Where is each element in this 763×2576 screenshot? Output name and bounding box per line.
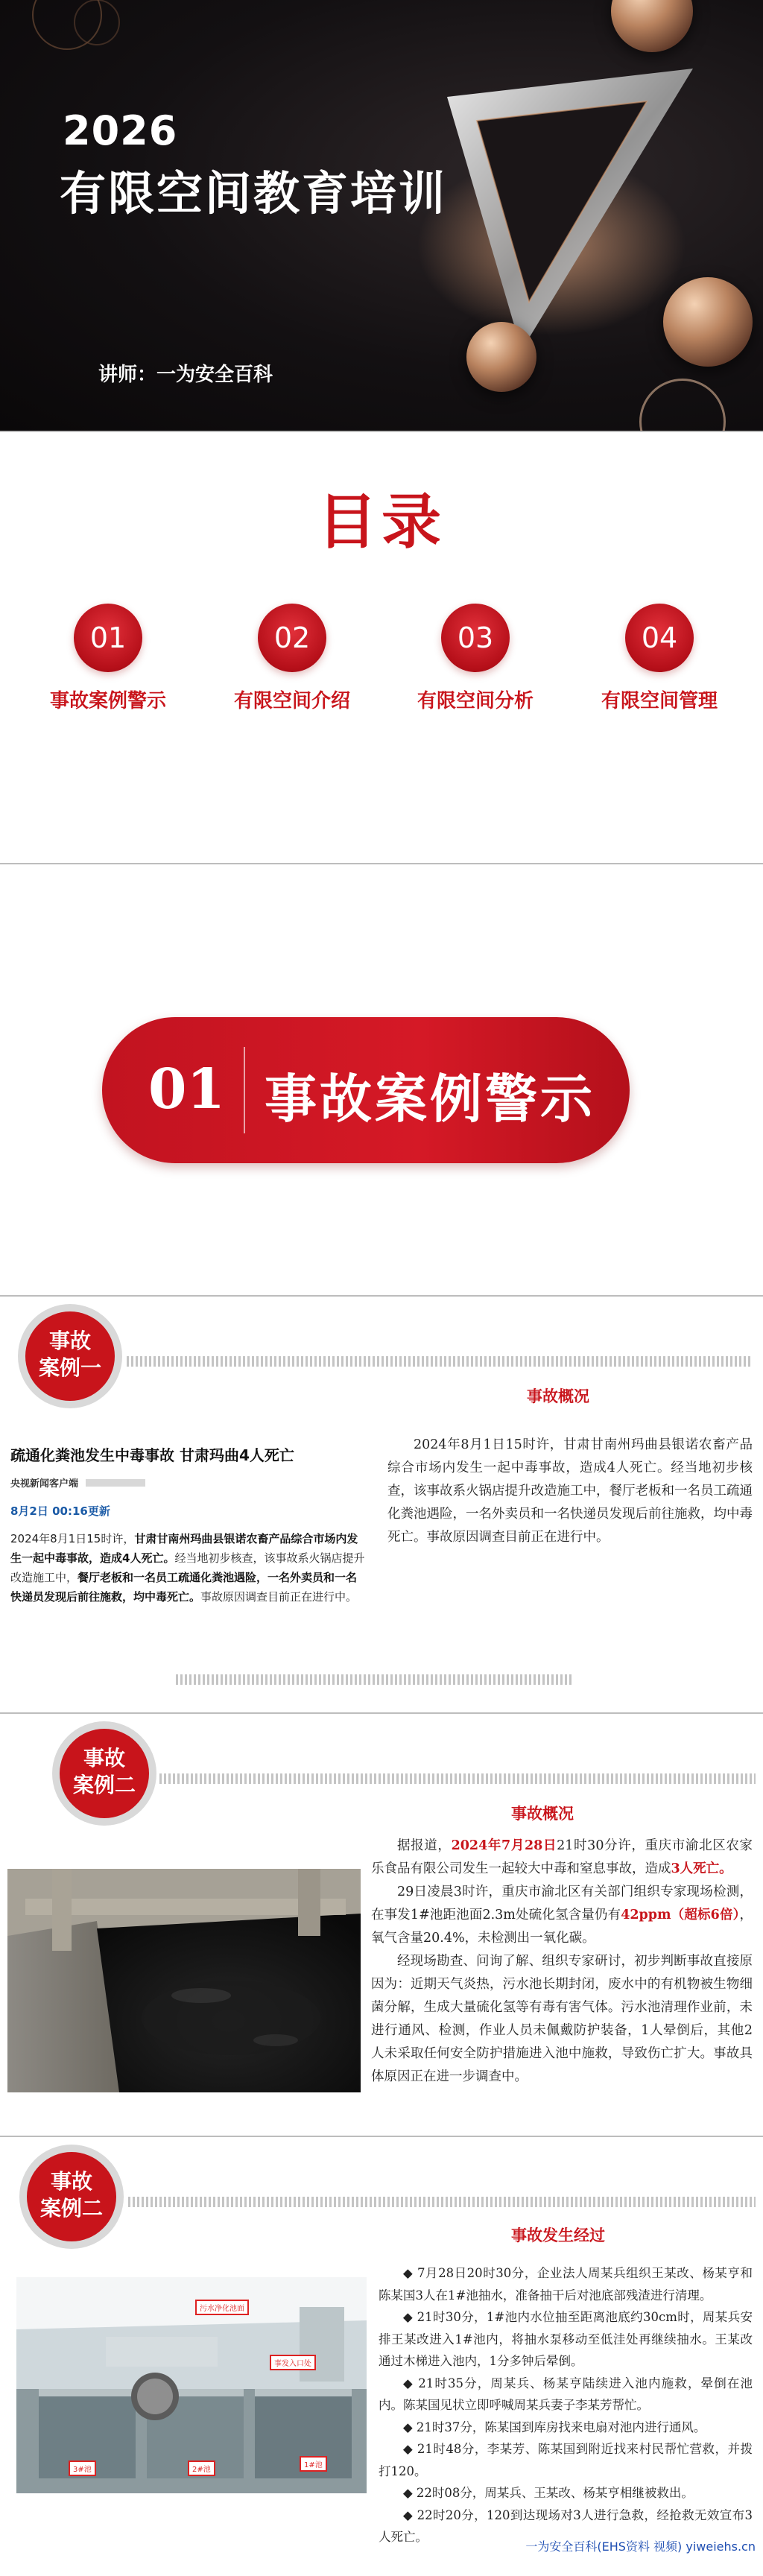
news-body-3: 经当地初步核查，该事故系火锅店提升改造施工中， <box>10 1551 365 1584</box>
event-3: ◆ 21时35分，周某兵、杨某亨陆续进入池内施救，晕倒在池内。陈某国见状立即呼喊周某兵妻子李某芳帮忙。 <box>379 2376 753 2412</box>
case1-slide <box>0 1297 763 1714</box>
case-heading: 事故发生经过 <box>511 2227 605 2244</box>
case-badge <box>18 1304 122 1408</box>
label-pool-surface: 污水净化池面 <box>195 2300 249 2315</box>
event-4: ◆ 21时37分，陈某国到库房找来电扇对池内进行通风。 <box>403 2420 706 2434</box>
toc-item-2[interactable] <box>210 604 374 713</box>
site-photo <box>16 2277 367 2493</box>
case-badge-bottom: 案例二 <box>39 2196 103 2221</box>
case-badge-bottom: 案例一 <box>38 1355 101 1380</box>
section-banner <box>102 1017 630 1163</box>
case-badge-inner <box>27 2152 116 2241</box>
case-badge-top: 事故 <box>50 2169 92 2194</box>
case-badge <box>52 1721 156 1826</box>
section-title: 事故案例警示 <box>265 1069 595 1130</box>
case2-p1-b: 21时30分许，重庆市渝北区农家乐食品有限公司发生一起较大中毒和窒息事故，造成 <box>371 1838 753 1876</box>
hatch-divider <box>159 1773 756 1784</box>
toc-number-3: 03 <box>441 604 510 672</box>
contents-slide <box>0 432 763 864</box>
news-body-5: 事故原因调查目前正在进行中。 <box>200 1590 358 1604</box>
section-slide <box>0 864 763 1297</box>
news-body-2: 甘肃甘南州玛曲县银诺农畜产品综合市场内发生一起中毒事故，造成4人死亡。 <box>10 1532 358 1565</box>
toc-label-4: 有限空间管理 <box>601 690 718 712</box>
case2-p2-a: 29日凌晨3时许，重庆市渝北区有关部门组织专家现场检测，在事发1#池距池面2.3m处硫化氢含量仍有 <box>371 1884 753 1922</box>
toc-number-1: 01 <box>74 604 142 672</box>
bronze-sphere-right <box>663 277 753 367</box>
case-heading: 事故概况 <box>527 1387 589 1405</box>
news-meta <box>10 1475 365 1490</box>
hatch-divider-bottom <box>176 1674 572 1685</box>
case-badge-top: 事故 <box>48 1329 91 1353</box>
case2-paragraph-1 <box>371 1835 753 1881</box>
news-body-4: 餐厅老板和一名员工疏通化粪池遇险，一名外卖员和一名快递员发现后前往施救，均中毒死亡。 <box>10 1571 358 1604</box>
case-badge-inner <box>60 1729 149 1818</box>
case3-slide <box>0 2137 763 2562</box>
hatch-divider <box>128 2197 756 2207</box>
case-badge-bottom: 案例二 <box>72 1773 136 1797</box>
news-source: 央视新闻客户端 <box>10 1478 79 1490</box>
cover-lecturer: 讲师：一为安全百科 <box>98 364 273 386</box>
toc-label-3: 有限空间分析 <box>417 690 534 712</box>
sewage-pool-photo <box>7 1869 361 2092</box>
event-2: ◆ 21时30分，1#池内水位抽至距离池底约30cm时，周某兵安排王某改进入1#池内，将抽水泵移动至低洼处再继续抽水。王某改通过木梯进入池内，1分多钟后晕倒。 <box>379 2310 753 2368</box>
footer-credit[interactable]: 一为安全百科(EHS资料 视频) yiweiehs.cn <box>525 2539 756 2554</box>
case-badge-top: 事故 <box>83 1746 125 1770</box>
contents-title: 目录 <box>317 487 446 557</box>
toc-item-4[interactable] <box>577 604 741 713</box>
case2-text <box>371 1835 753 2089</box>
case-heading: 事故概况 <box>511 1805 574 1823</box>
toc-item-1[interactable] <box>26 604 190 713</box>
news-screenshot <box>6 1434 370 1655</box>
case3-events <box>379 2262 753 2548</box>
case2-date: 2024年7月28日 <box>451 1838 557 1853</box>
bronze-sphere-bottom <box>466 322 536 392</box>
label-pool-2: 2#池 <box>188 2461 215 2476</box>
news-title: 疏通化粪池发生中毒事故 甘肃玛曲4人死亡 <box>10 1446 294 1464</box>
toc-label-1: 事故案例警示 <box>49 690 166 712</box>
label-entrance: 事发入口处 <box>270 2355 316 2370</box>
toc-label-2: 有限空间介绍 <box>233 690 350 712</box>
case2-slide <box>0 1714 763 2137</box>
event-6: ◆ 22时08分，周某兵、王某改、杨某亨相继被救出。 <box>403 2486 694 2500</box>
section-divider <box>244 1047 245 1133</box>
news-body-1: 2024年8月1日15时许， <box>10 1532 135 1545</box>
case2-paragraph-2 <box>371 1881 753 1950</box>
case-badge-inner <box>25 1311 115 1401</box>
toc-number-4: 04 <box>625 604 694 672</box>
case1-text <box>387 1434 753 1549</box>
case2-p1-a: 据报道， <box>397 1838 452 1853</box>
case1-paragraph: 2024年8月1日15时许，甘肃甘南州玛曲县银诺农畜产品综合市场内发生一起中毒事故，造成4人死亡。经当地初步核查，该事故系火锅店提升改造施工中，餐厅老板和一名员工疏通化粪池遇险，一名外卖员和一名快递员发现后前往施救，均中毒死亡。事故原因调查目前正在进行中。 <box>387 1437 753 1545</box>
section-number: 01 <box>148 1057 225 1121</box>
news-body <box>10 1529 365 1607</box>
event-7: ◆ 22时20分，120到达现场对3人进行急救，经抢救无效宣布3人死亡。 <box>379 2507 753 2544</box>
blurred-text <box>86 1479 145 1487</box>
case2-death-toll: 3人死亡。 <box>671 1861 732 1876</box>
toc-number-2: 02 <box>258 604 326 672</box>
label-pool-3: 3#池 <box>69 2461 96 2476</box>
label-pool-1: 1#池 <box>300 2456 327 2472</box>
toc-item-3[interactable] <box>393 604 557 713</box>
news-time: 8月2日 00:16更新 <box>10 1504 110 1518</box>
case2-h2s-value: 42ppm（超标6倍） <box>621 1908 740 1922</box>
cover-title: 有限空间教育培训 <box>60 166 448 221</box>
case-badge <box>19 2145 124 2249</box>
case2-paragraph-3: 经现场勘查、问询了解、组织专家研讨，初步判断事故直接原因为：近期天气炎热，污水池长期封闭，废水中的有机物被生物细菌分解，生成大量硫化氢等有毒有害气体。污水池清理作业前，未进行通风、检测，作业人员未佩戴防护装备，1人晕倒后，其他2人未采取任何安全防护措施进入池中施救，导致伤亡扩大。事故具体原因正在进一步调查中。 <box>371 1954 753 2084</box>
hatch-divider <box>127 1356 753 1367</box>
event-5: ◆ 21时48分，李某芳、陈某国到附近找来村民帮忙营救，并拨打120。 <box>379 2442 753 2478</box>
cover-slide <box>0 0 763 432</box>
event-1: ◆ 7月28日20时30分，企业法人周某兵组织王某改、杨某亨和陈某国3人在1#池抽水，准备抽干后对池底部残渣进行清理。 <box>379 2266 753 2303</box>
cover-year: 2026 <box>63 107 178 154</box>
sewage-pool-image <box>7 1869 361 2092</box>
case2-p2-b: ，氧气含量20.4%，未检测出一氧化碳。 <box>371 1908 753 1946</box>
